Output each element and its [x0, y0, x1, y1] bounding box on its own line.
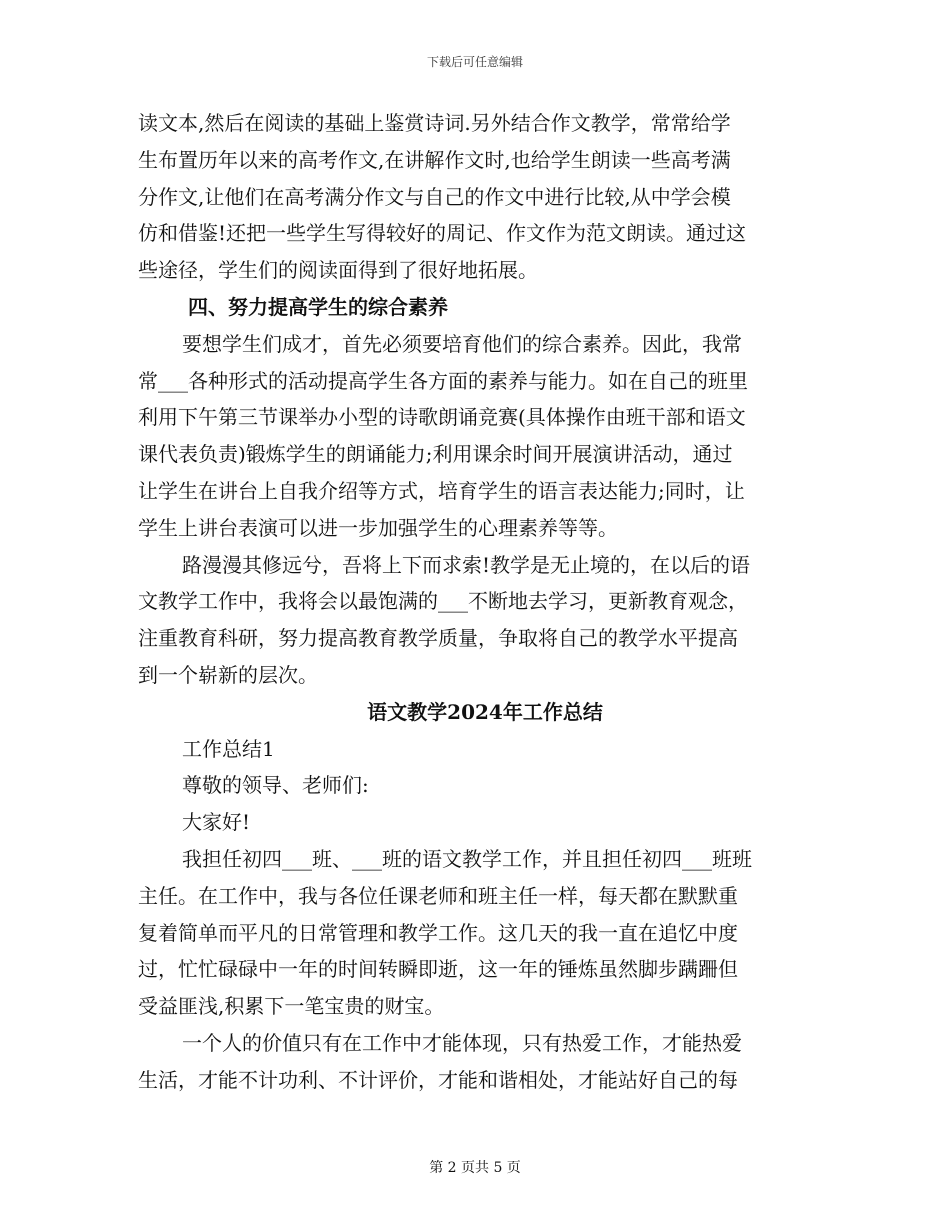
text-line: 到一个崭新的层次。 — [138, 662, 318, 687]
text-line: 利用下午第三节课举办小型的诗歌朗诵竞赛(具体操作由班干部和语文 — [138, 405, 746, 430]
text-line: 过，忙忙碌碌中一年的时间转瞬即逝，这一年的锤炼虽然脚步蹒跚但 — [138, 957, 738, 982]
document-body — [138, 105, 812, 1099]
text-line: 学生上讲台表演可以进一步加强学生的心理素养等等。 — [138, 515, 618, 540]
text-line: 生活，才能不计功利、不计评价，才能和谐相处，才能站好自己的每 — [138, 1067, 738, 1092]
document-title: 语文教学2024年工作总结 — [367, 699, 603, 724]
page-header: 下载后可任意编辑 — [426, 55, 523, 69]
text-line: 受益匪浅,积累下一笔宝贵的财宝。 — [138, 994, 445, 1019]
text-line: 主任。在工作中，我与各位任课老师和班主任一样，每天都在默默重 — [138, 883, 738, 908]
page-footer: 第 2 页共 5 页 — [429, 1160, 521, 1176]
text-line: 读文本,然后在阅读的基础上鉴赏诗词.另外结合作文教学，常常给学 — [138, 111, 731, 135]
section-heading: 四、努力提高学生的综合素养 — [188, 294, 448, 319]
text-line: 课代表负责)锻炼学生的朗诵能力;利用课余时间开展演讲活动，通过 — [138, 442, 733, 467]
greeting: 大家好! — [182, 810, 251, 835]
text-line: 常___各种形式的活动提高学生各方面的素养与能力。如在自己的班里 — [138, 368, 748, 393]
text-line: 让学生在讲台上自我介绍等方式，培育学生的语言表达能力;同时，让 — [138, 478, 745, 503]
text-line: 复着简单而平凡的日常管理和教学工作。这几天的我一直在追忆中度 — [138, 920, 738, 945]
text-line: 文教学工作中，我将会以最饱满的___不断地去学习，更新教育观念， — [138, 589, 748, 614]
text-line: 些途径，学生们的阅读面得到了很好地拓展。 — [138, 258, 538, 283]
text-line: 注重教育科研，努力提高教育教学质量，争取将自己的教学水平提高 — [138, 626, 738, 651]
salutation: 尊敬的领导、老师们: — [182, 773, 369, 798]
text-line: 我担任初四___班、___班的语文教学工作，并且担任初四___班班 — [182, 846, 752, 871]
text-line: 仿和借鉴!还把一些学生写得较好的周记、作文作为范文朗读。通过这 — [138, 221, 747, 246]
text-line: 一个人的价值只有在工作中才能体现，只有热爱工作，才能热爱 — [182, 1030, 742, 1055]
text-line: 路漫漫其修远兮，吾将上下而求索!教学是无止境的，在以后的语 — [182, 552, 751, 577]
text-line: 分作文,让他们在高考满分作文与自己的作文中进行比较,从中学会模 — [138, 184, 731, 209]
text-line: 要想学生们成才，首先必须要培育他们的综合素养。因此，我常 — [182, 331, 742, 356]
subheading: 工作总结1 — [182, 736, 275, 761]
text-line: 生布置历年以来的高考作文,在讲解作文时,也给学生朗读一些高考满 — [138, 147, 731, 172]
